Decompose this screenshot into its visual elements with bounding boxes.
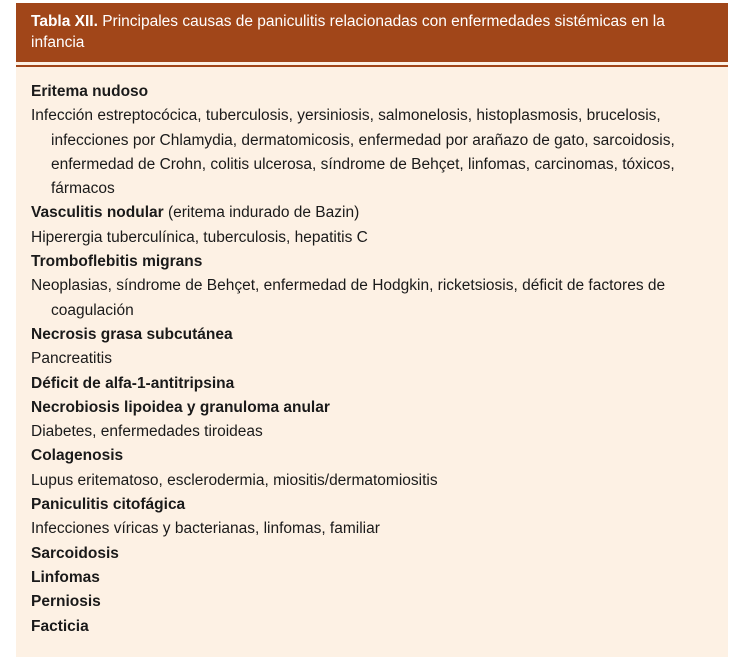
section-title xyxy=(31,80,712,104)
section-title xyxy=(31,566,712,590)
section-description xyxy=(31,104,712,201)
section-title xyxy=(31,615,712,639)
section-title xyxy=(31,493,712,517)
section-title-text: Tromboflebitis migrans xyxy=(31,253,203,271)
section-title-text: Sarcoidosis xyxy=(31,544,119,562)
table-body xyxy=(16,67,728,639)
section-title xyxy=(31,323,712,347)
section-description xyxy=(31,420,712,444)
section-description xyxy=(31,517,712,541)
section-description-text: Diabetes, enfermedades tiroideas xyxy=(31,423,263,441)
section-title-text: Eritema nudoso xyxy=(31,83,149,100)
table-panel xyxy=(16,3,728,657)
section-title-text: Linfomas xyxy=(31,568,100,586)
section-description-text: Neoplasias, síndrome de Behçet, enfermedad de Hodgkin, ricketsiosis, déficit de factores de coagulación xyxy=(31,277,666,319)
section-title xyxy=(31,444,712,468)
section-title-text: Paniculitis citofágica xyxy=(31,496,186,514)
table-label: Tabla XII. xyxy=(31,13,98,30)
section-title-text: Déficit de alfa-1-antitripsina xyxy=(31,374,235,392)
section-description xyxy=(31,226,712,250)
section-title xyxy=(31,396,712,420)
section-title xyxy=(31,372,712,396)
section-description-text: Infección estreptocócica, tuberculosis, yersiniosis, salmonelosis, histoplasmosis, brucelosis, infecciones por Chlamydia, dermatomicosis, enfermedad por arañazo de gato, sarcoidosis, enfermedad de Crohn, colitis ulcerosa, síndrome de Behçet, linfomas, carcinomas, tóxicos, fármacos xyxy=(31,107,675,198)
section-description xyxy=(31,274,712,323)
table-header xyxy=(16,3,728,62)
section-description-text: Hiperergia tuberculínica, tuberculosis, hepatitis C xyxy=(31,228,368,246)
section-description-text: Pancreatitis xyxy=(31,350,112,368)
section-title-note: (eritema indurado de Bazin) xyxy=(163,204,360,222)
section-title xyxy=(31,590,712,614)
table-caption: Principales causas de paniculitis relacionadas con enfermedades sistémicas en la infancia xyxy=(31,13,665,51)
section-description xyxy=(31,469,712,493)
section-title-text: Vasculitis nodular xyxy=(31,204,164,222)
section-title xyxy=(31,542,712,566)
section-title-text: Necrobiosis lipoidea y granuloma anular xyxy=(31,398,330,416)
section-description xyxy=(31,347,712,371)
section-title xyxy=(31,250,712,274)
section-title-text: Facticia xyxy=(31,617,89,635)
section-title-text: Necrosis grasa subcutánea xyxy=(31,325,233,343)
section-description-text: Lupus eritematoso, esclerodermia, miositis/dermatomiositis xyxy=(31,471,438,489)
section-description-text: Infecciones víricas y bacterianas, linfomas, familiar xyxy=(31,520,380,538)
section-title-text: Colagenosis xyxy=(31,447,124,465)
section-title xyxy=(31,201,712,225)
section-title-text: Perniosis xyxy=(31,593,101,611)
